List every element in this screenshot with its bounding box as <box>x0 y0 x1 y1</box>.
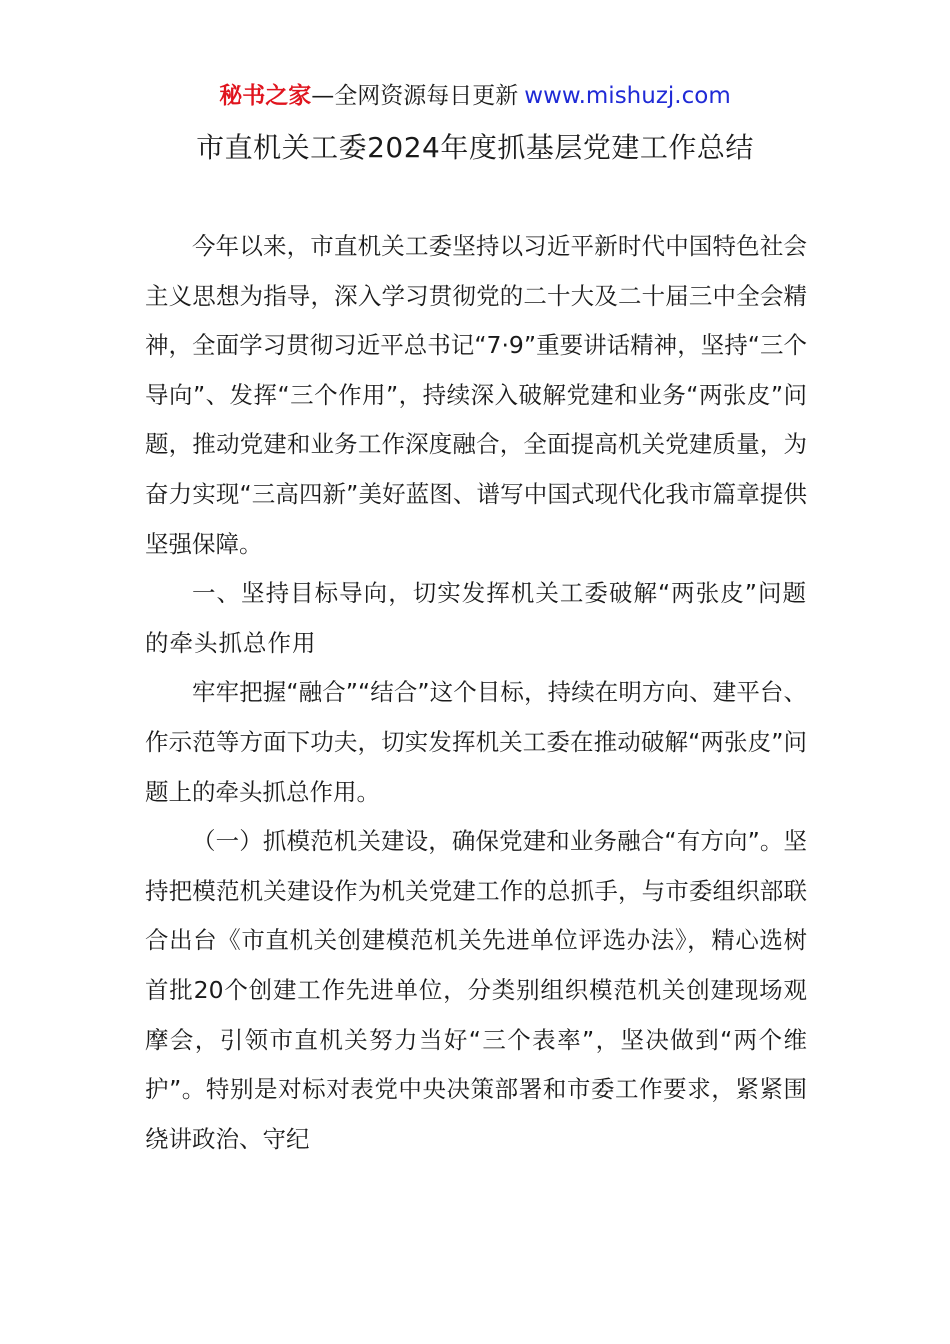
site-tagline: —全网资源每日更新 <box>311 83 519 109</box>
section-summary-paragraph: 牢牢把握“融合”“结合”这个目标，持续在明方向、建平台、作示范等方面下功夫，切实发挥机关工委在推动破解“两张皮”问题上的牵头抓总作用。 <box>145 678 807 806</box>
document-title: 市直机关工委2024年度抓基层党建工作总结 <box>196 131 754 164</box>
subsection-paragraph: （一）抓模范机关建设，确保党建和业务融合“有方向”。坚持把模范机关建设作为机关党建工作的总抓手，与市委组织部联合出台《市直机关创建模范机关先进单位评选办法》，精心选树首批20个创建工作先进单位，分类别组织模范机关创建现场观摩会，引领市直机关努力当好“三个表率”，坚决做到“两个维护”。特别是对标对表党中央决策部署和市委工作要求，紧紧围绕讲政治、守纪 <box>145 827 807 1153</box>
intro-paragraph: 今年以来，市直机关工委坚持以习近平新时代中国特色社会主义思想为指导，深入学习贯彻党的二十大及二十届三中全会精神，全面学习贯彻习近平总书记“7·9”重要讲话精神，坚持“三个导向”、发挥“三个作用”，持续深入破解党建和业务“两张皮”问题，推动党建和业务工作深度融合，全面提高机关党建质量，为奋力实现“三高四新”美好蓝图、谱写中国式现代化我市篇章提供坚强保障。 <box>145 232 807 558</box>
brand-name: 秘书之家 <box>219 83 312 109</box>
site-url-link[interactable]: www.mishuzj.com <box>524 83 731 109</box>
section-heading: 一、坚持目标导向，切实发挥机关工委破解“两张皮”问题的牵头抓总作用 <box>145 579 807 657</box>
document-body <box>145 222 807 1164</box>
site-header <box>0 80 950 112</box>
